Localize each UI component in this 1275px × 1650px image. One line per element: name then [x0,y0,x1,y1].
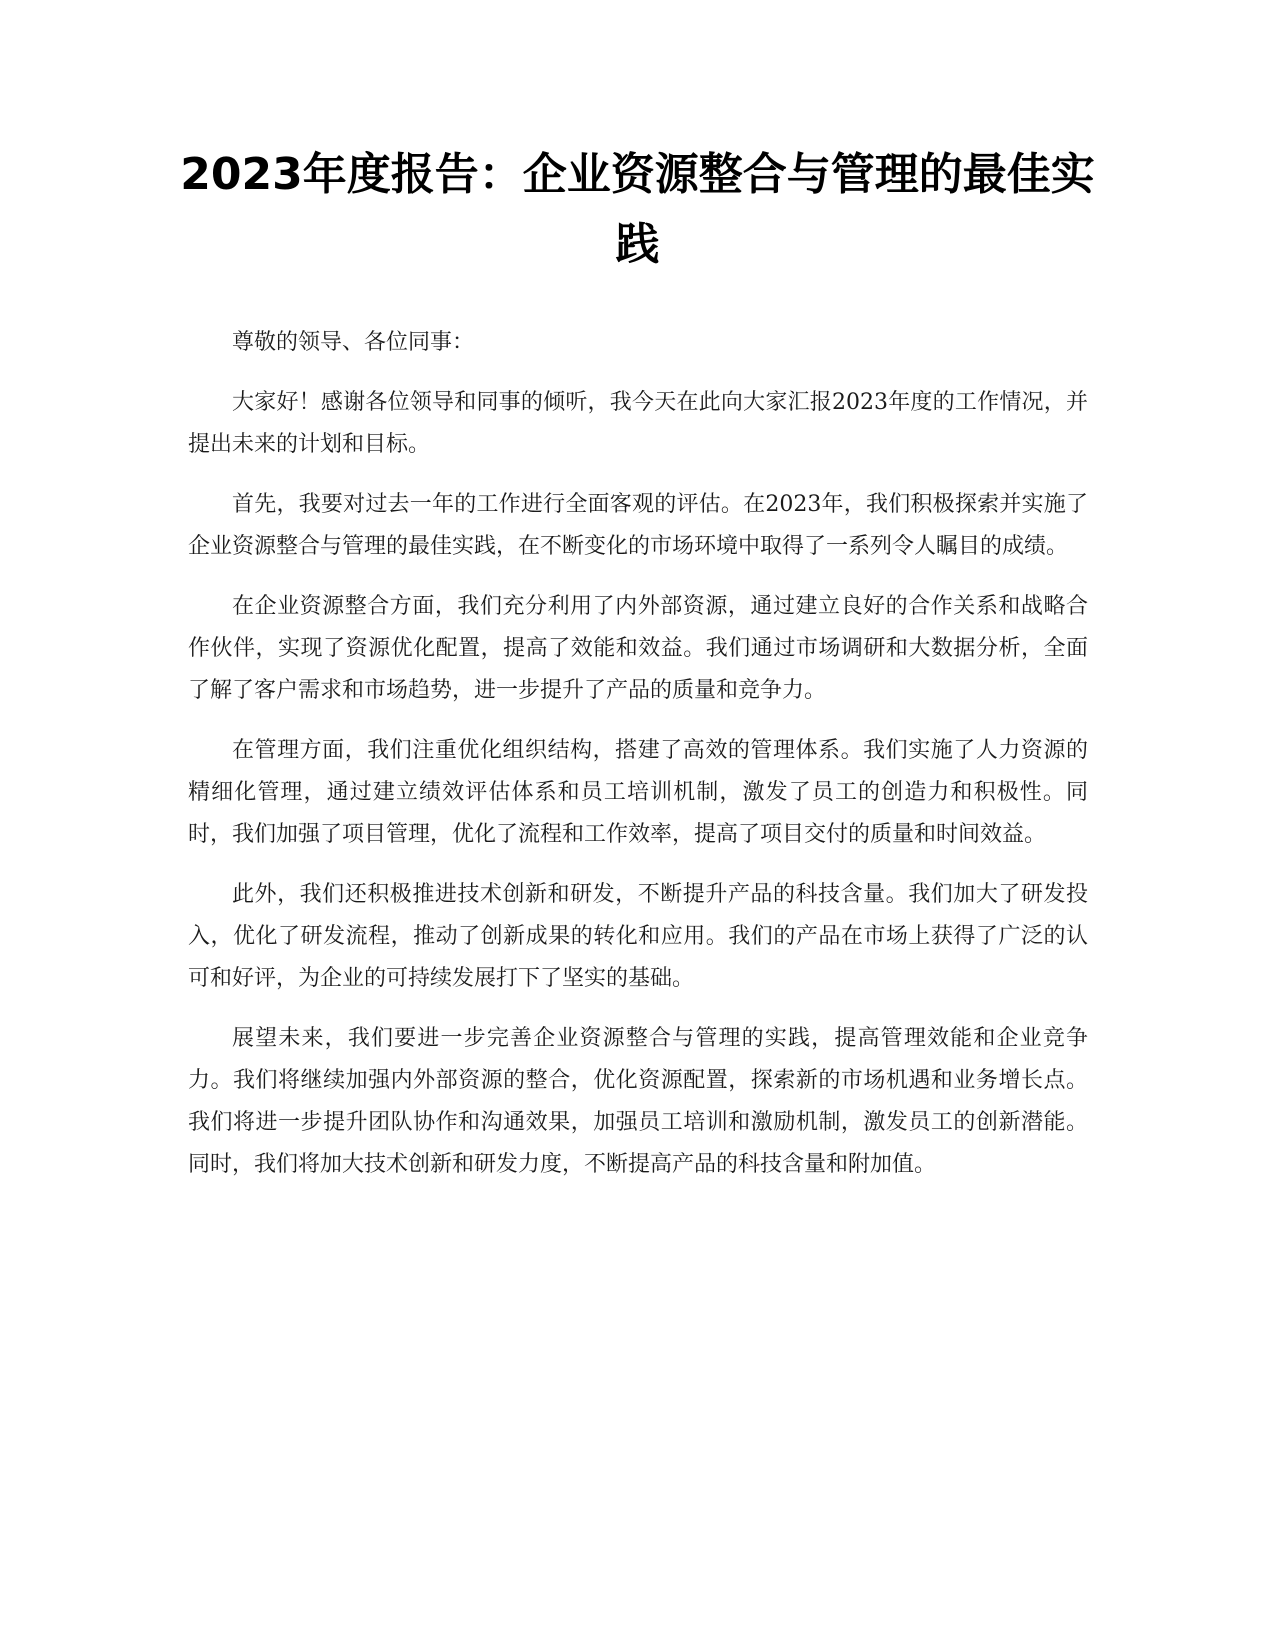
document-title: 2023年度报告：企业资源整合与管理的最佳实践 [180,149,1095,270]
paragraph-outlook: 展望未来，我们要进一步完善企业资源整合与管理的实践，提高管理效能和企业竞争力。我们将继续加强内外部资源的整合，优化资源配置，探索新的市场机遇和业务增长点。我们将进一步提升团队协作和沟通效果，加强员工培训和激励机制，激发员工的创新潜能。同时，我们将加大技术创新和研发力度，不断提高产品的科技含量和附加值。 [188,1026,1088,1177]
paragraph-innovation: 此外，我们还积极推进技术创新和研发，不断提升产品的科技含量。我们加大了研发投入，优化了研发流程，推动了创新成果的转化和应用。我们的产品在市场上获得了广泛的认可和好评，为企业的可持续发展打下了坚实的基础。 [188,882,1088,991]
paragraph-resource-integration: 在企业资源整合方面，我们充分利用了内外部资源，通过建立良好的合作关系和战略合作伙伴，实现了资源优化配置，提高了效能和效益。我们通过市场调研和大数据分析，全面了解了客户需求和市场趋势，进一步提升了产品的质量和竞争力。 [188,594,1088,703]
paragraph-greeting: 大家好！感谢各位领导和同事的倾听，我今天在此向大家汇报2023年度的工作情况，并提出未来的计划和目标。 [188,390,1088,457]
document-body [188,322,1088,1204]
paragraph-salutation: 尊敬的领导、各位同事： [232,330,475,355]
paragraph-management: 在管理方面，我们注重优化组织结构，搭建了高效的管理体系。我们实施了人力资源的精细化管理，通过建立绩效评估体系和员工培训机制，激发了员工的创造力和积极性。同时，我们加强了项目管理，优化了流程和工作效率，提高了项目交付的质量和时间效益。 [188,738,1088,847]
paragraph-evaluation: 首先，我要对过去一年的工作进行全面客观的评估。在2023年，我们积极探索并实施了企业资源整合与管理的最佳实践，在不断变化的市场环境中取得了一系列令人瞩目的成绩。 [188,492,1088,559]
